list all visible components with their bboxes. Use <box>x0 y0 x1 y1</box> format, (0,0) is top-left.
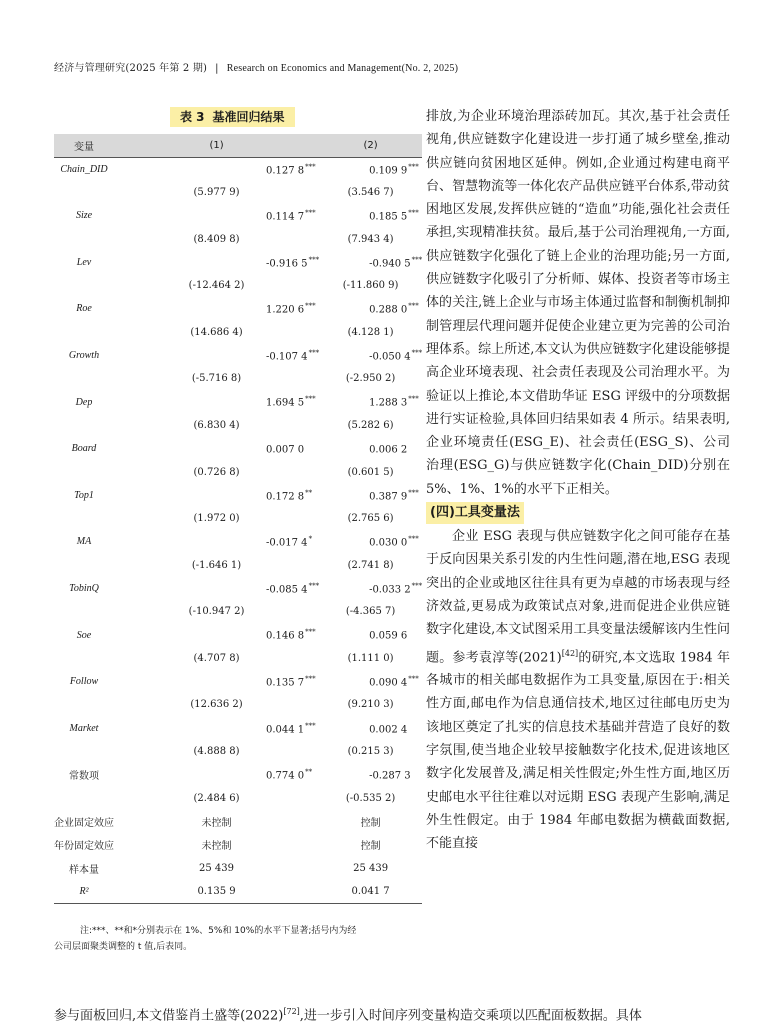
variable-name: Market <box>69 722 99 734</box>
tstat-col2: (-2.950 2) <box>345 373 396 385</box>
coef-value: -0.107 4 <box>266 351 308 363</box>
coef-col1 <box>114 577 319 600</box>
tstat-col1: (4.888 8) <box>193 746 240 758</box>
coef-col2 <box>319 577 422 600</box>
coef-col2 <box>319 623 422 646</box>
tstat-col1: (1.972 0) <box>193 513 240 525</box>
tstat-col1: (12.636 2) <box>190 699 243 711</box>
variable-name: Board <box>71 443 97 455</box>
coef-col1 <box>114 763 319 786</box>
significance-stars: *** <box>408 488 419 497</box>
coef-value: 0.127 8 <box>266 165 305 177</box>
tstat-row <box>54 740 422 763</box>
coef-col1 <box>114 344 319 367</box>
empty-cell <box>54 227 114 250</box>
table-header-row <box>54 134 422 158</box>
coef-value: -0.940 5 <box>369 258 411 269</box>
section-heading-wrap <box>426 501 730 525</box>
summary-col2: 控制 <box>360 817 381 829</box>
running-header <box>54 59 458 74</box>
significance-stars: *** <box>411 255 423 264</box>
tstat-col1: (0.726 8) <box>193 466 240 478</box>
significance-stars: *** <box>408 535 419 544</box>
coef-row <box>54 390 422 413</box>
coef-col2 <box>319 251 422 274</box>
coef-col1 <box>114 717 319 740</box>
tstat-col2: (0.601 5) <box>347 466 394 478</box>
variable-name: Dep <box>75 396 93 408</box>
paragraph-2-part-b: 的研究,本文选取 1984 年各城市的相关邮电数据作为工具变量,原因在于:相关性方面,邮电作为信息通信技术,地区过往邮电历史为该地区奠定了扎实的信息技术基础并营造了良好的数字氛围,使当地企业较早接触数字化技术,促进该地区数字化发展普及,满足相关性假定;外生性方面,地区历史邮电水平往往难以对远期 ESG 表现产生影响,满足外生性假定。由于 1984 年邮电数据为横截面数据,不能直接 <box>426 649 730 852</box>
empty-cell <box>54 693 114 716</box>
coef-value: 0.109 9 <box>369 165 408 177</box>
coef-value: 0.114 7 <box>266 211 305 223</box>
table-number: 表 3 <box>180 110 205 124</box>
tstat-row <box>54 181 422 204</box>
paragraph-1: 排放,为企业环境治理添砖加瓦。其次,基于社会责任视角,供应链数字化建设进一步打通了城乡壁垒,推动供应链向贫困地区延伸。例如,企业通过构建电商平台、智慧物流等一体化农产品供应链平台体系,带动贫困地区发展,发挥供应链的“造血”功能,强化社会责任承担,实现精准扶贫。最后,基于公司治理视角,一方面,供应链数字化强化了链上企业的治理功能;另一方面,供应链数字化吸引了分析师、媒体、投资者等市场主体的关注,链上企业与市场主体通过监督和制衡机制抑制管理层代理问题并促使企业建立更为完善的公司治理体系。综上所述,本文认为供应链数字化建设能够提高企业环境表现、社会责任表现及公司治理水平。为验证以上推论,本文借助华证 ESG 评级中的分项数据进行实证检验,具体回归结果如表 4 所示。结果表明,企业环境责任(ESG_E)、社会责任(ESG_S)、公司治理(ESG_G)与供应链数字化(Chain_DID)分别在 5%、1%、1%的水平下正相关。 <box>426 109 730 497</box>
tstat-col1: (6.830 4) <box>193 419 240 431</box>
significance-stars: *** <box>408 302 419 311</box>
variable-name: Size <box>75 210 93 222</box>
coef-value: 1.288 3 <box>369 397 408 409</box>
coef-row <box>54 484 422 507</box>
tstat-row <box>54 227 422 250</box>
coef-col1 <box>114 623 319 646</box>
summary-label: R² <box>54 880 114 903</box>
variable-name: Lev <box>76 256 92 268</box>
coef-col1 <box>114 204 319 227</box>
summary-col2: 控制 <box>360 841 381 853</box>
coef-col1 <box>114 670 319 693</box>
coef-value: -0.287 3 <box>369 770 411 782</box>
empty-cell <box>54 181 114 204</box>
empty-cell <box>54 367 114 390</box>
coef-row <box>54 344 422 367</box>
tstat-col2: (-11.860 9) <box>342 280 399 292</box>
summary-row <box>54 833 422 856</box>
empty-cell <box>54 274 114 297</box>
coef-col2 <box>319 763 422 786</box>
coef-row <box>54 577 422 600</box>
coef-value: 0.044 1 <box>266 723 305 735</box>
coef-col2 <box>319 158 422 181</box>
tstat-row <box>54 507 422 530</box>
tstat-col2: (0.215 3) <box>347 746 394 758</box>
tstat-col2: (-0.535 2) <box>345 792 396 804</box>
coef-col1 <box>114 484 319 507</box>
coef-row <box>54 437 422 460</box>
summary-col1: 未控制 <box>201 817 232 829</box>
tstat-row <box>54 600 422 623</box>
coef-row <box>54 204 422 227</box>
journal-title-cn: 经济与管理研究(2025 年第 2 期) <box>54 63 208 74</box>
empty-cell <box>54 787 114 810</box>
coef-value: 0.007 0 <box>266 444 305 456</box>
coef-col1 <box>114 437 319 460</box>
tstat-row <box>54 554 422 577</box>
coef-value: 0.288 0 <box>369 304 408 316</box>
coef-col2 <box>319 390 422 413</box>
variable-name: Chain_DID <box>60 163 108 175</box>
variable-name: Follow <box>69 676 99 688</box>
coef-value: -0.916 5 <box>266 258 308 269</box>
tstat-row <box>54 647 422 670</box>
significance-stars: *** <box>305 302 316 311</box>
tstat-col2: (-4.365 7) <box>345 606 396 618</box>
tstat-row <box>54 693 422 716</box>
empty-cell <box>54 414 114 437</box>
table-body <box>54 158 422 904</box>
tstat-col2: (4.128 1) <box>347 326 394 338</box>
significance-stars: *** <box>408 209 419 218</box>
tstat-row <box>54 274 422 297</box>
coef-value: 0.059 6 <box>369 630 408 642</box>
coef-col1 <box>114 390 319 413</box>
col-header-2: (2) <box>319 134 422 158</box>
summary-col1: 0.135 9 <box>114 880 319 903</box>
empty-cell <box>54 507 114 530</box>
variable-name: MA <box>76 536 92 548</box>
table-note-line1: 注:***、**和*分别表示在 1%、5%和 10%的水平下显著;括号内为经 <box>80 926 357 936</box>
coef-value: 1.220 6 <box>266 304 305 316</box>
variable-name: Top1 <box>74 489 94 501</box>
col-header-variable: 变量 <box>54 134 114 158</box>
tstat-row <box>54 414 422 437</box>
tstat-col1: (-1.646 1) <box>191 559 242 571</box>
summary-label: 样本量 <box>69 864 99 876</box>
significance-stars: *** <box>408 675 419 684</box>
tstat-col2: (5.282 6) <box>347 419 394 431</box>
tstat-row <box>54 460 422 483</box>
significance-stars: *** <box>308 255 320 264</box>
empty-cell <box>54 740 114 763</box>
coef-value: 0.030 0 <box>369 537 408 549</box>
coef-value: 1.694 5 <box>266 397 305 409</box>
coef-col2 <box>319 530 422 553</box>
coef-row <box>54 670 422 693</box>
coef-col1 <box>114 297 319 320</box>
coef-col1 <box>114 530 319 553</box>
tstat-col1: (4.707 8) <box>193 652 240 664</box>
journal-title-en: Research on Economics and Management(No. 2, 2025) <box>226 63 459 74</box>
empty-cell <box>54 554 114 577</box>
coef-value: 0.002 4 <box>369 723 408 735</box>
bottom-line-part-a: 参与面板回归,本文借鉴肖土盛等(2022) <box>54 1008 284 1024</box>
coef-value: -0.050 4 <box>369 351 411 363</box>
paragraph-2-part-a: 企业 ESG 表现与供应链数字化之间可能存在基于反向因果关系引发的内生性问题,潜在地,ESG 表现突出的企业或地区往往具有更为卓越的市场表现与经济效益,更易成为政策试点对象,进而促进企业供应链数字化建设,本文试图采用工具变量法缓解该内生性问题。参考袁淳等(2021) <box>426 529 730 665</box>
coef-row <box>54 763 422 786</box>
significance-stars: *** <box>305 675 316 684</box>
tstat-row <box>54 367 422 390</box>
summary-row <box>54 880 422 903</box>
coef-row <box>54 717 422 740</box>
significance-stars: * <box>308 535 313 544</box>
summary-label: 企业固定效应 <box>54 817 114 829</box>
empty-cell <box>54 321 114 344</box>
tstat-col2: (3.546 7) <box>347 186 394 198</box>
significance-stars: *** <box>308 348 320 357</box>
coef-col1 <box>114 158 319 181</box>
table-note <box>54 923 412 955</box>
bottom-full-width-line <box>54 1002 754 1026</box>
significance-stars: *** <box>305 209 316 218</box>
coef-value: -0.017 4 <box>266 537 308 549</box>
significance-stars: *** <box>408 162 419 171</box>
significance-stars: *** <box>305 721 316 730</box>
variable-name: Roe <box>76 303 92 315</box>
tstat-col2: (2.741 8) <box>347 559 394 571</box>
summary-row <box>54 810 422 833</box>
variable-name: 常数项 <box>69 771 99 783</box>
summary-row <box>54 856 422 879</box>
coef-value: 0.774 0 <box>266 770 305 782</box>
table-title: 基准回归结果 <box>212 110 285 124</box>
tstat-col1: (14.686 4) <box>190 326 243 338</box>
summary-col1: 25 439 <box>199 862 235 874</box>
coef-value: 0.146 8 <box>266 630 305 642</box>
significance-stars: *** <box>308 581 320 590</box>
variable-name: Soe <box>76 629 92 641</box>
significance-stars: ** <box>305 488 313 497</box>
summary-label: 年份固定效应 <box>54 841 114 853</box>
coef-col1 <box>114 251 319 274</box>
tstat-col1: (-12.464 2) <box>188 280 245 292</box>
regression-table <box>54 134 422 904</box>
coef-row <box>54 530 422 553</box>
paragraph-2 <box>426 525 730 855</box>
variable-name: Growth <box>68 350 100 362</box>
coef-col2 <box>319 717 422 740</box>
tstat-row <box>54 321 422 344</box>
summary-col2: 0.041 7 <box>319 880 422 903</box>
summary-col1: 未控制 <box>201 841 232 853</box>
coef-value: -0.033 2 <box>369 584 411 596</box>
significance-stars: *** <box>411 348 423 357</box>
header-separator: | <box>215 63 219 74</box>
summary-col2: 25 439 <box>353 862 389 874</box>
coef-row <box>54 251 422 274</box>
tstat-col1: (8.409 8) <box>193 233 240 245</box>
coef-value: 0.090 4 <box>369 677 408 689</box>
significance-stars: *** <box>305 162 316 171</box>
citation-42: [42] <box>561 648 579 658</box>
coef-value: 0.006 2 <box>369 444 408 456</box>
coef-row <box>54 297 422 320</box>
tstat-col1: (2.484 6) <box>193 792 240 804</box>
tstat-col2: (2.765 6) <box>347 513 394 525</box>
coef-col2 <box>319 437 422 460</box>
significance-stars: *** <box>305 395 316 404</box>
tstat-col2: (1.111 0) <box>347 652 394 664</box>
tstat-row <box>54 787 422 810</box>
empty-cell <box>54 647 114 670</box>
right-column-text <box>426 105 730 856</box>
bottom-line-part-b: ,进一步引入时间序列变量构造交乘项以匹配面板数据。具体 <box>299 1008 642 1024</box>
coef-row <box>54 158 422 181</box>
coef-col2 <box>319 670 422 693</box>
table-note-line2: 公司层面聚类调整的 t 值,后表同。 <box>54 942 193 952</box>
coef-col2 <box>319 297 422 320</box>
section-heading: (四)工具变量法 <box>426 502 524 524</box>
empty-cell <box>54 600 114 623</box>
coef-col2 <box>319 344 422 367</box>
coef-col2 <box>319 204 422 227</box>
col-header-1: (1) <box>114 134 319 158</box>
empty-cell <box>54 460 114 483</box>
significance-stars: *** <box>411 581 423 590</box>
coef-col2 <box>319 484 422 507</box>
tstat-col2: (7.943 4) <box>347 233 394 245</box>
variable-name: TobinQ <box>69 582 99 594</box>
coef-value: 0.387 9 <box>369 490 408 502</box>
coef-row <box>54 623 422 646</box>
tstat-col1: (-10.947 2) <box>188 606 245 618</box>
significance-stars: *** <box>408 395 419 404</box>
coef-value: 0.172 8 <box>266 490 305 502</box>
tstat-col1: (-5.716 8) <box>191 373 242 385</box>
citation-72: [72] <box>283 1007 300 1016</box>
coef-value: 0.135 7 <box>266 677 305 689</box>
tstat-col1: (5.977 9) <box>193 186 240 198</box>
coef-value: -0.085 4 <box>266 584 308 596</box>
significance-stars: ** <box>305 768 313 777</box>
significance-stars: *** <box>305 628 316 637</box>
tstat-col2: (9.210 3) <box>347 699 394 711</box>
coef-value: 0.185 5 <box>369 211 408 223</box>
table-caption <box>170 107 295 127</box>
